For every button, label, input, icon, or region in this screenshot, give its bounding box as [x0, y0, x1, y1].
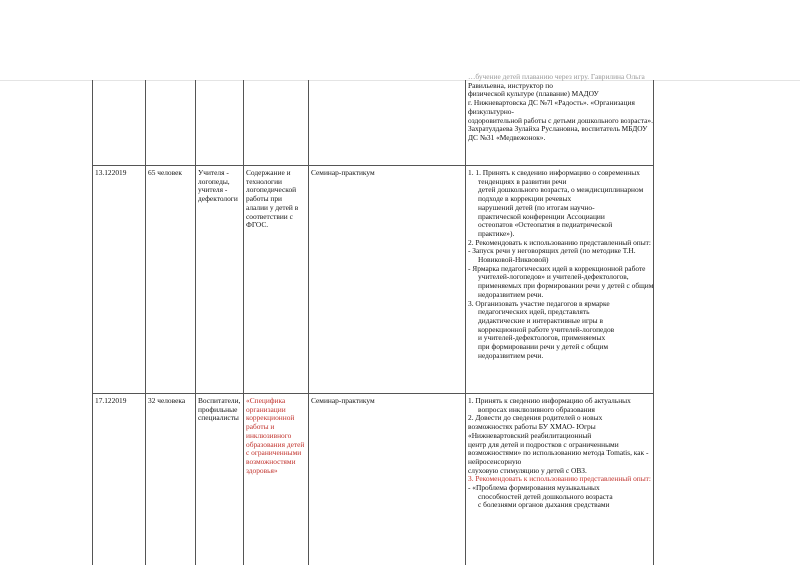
topic-line: алалии у детей в [246, 202, 299, 212]
results-line: физической культуре (плавание) МАДОУ [468, 89, 599, 99]
topic-line: организации [246, 404, 286, 414]
results-line: г. Нижневартовска ДС №7l «Радость». «Организация [468, 98, 635, 108]
topic-line: логопедической [246, 185, 297, 195]
results-cell-top [468, 73, 653, 143]
results-line: возможностями» по использованию метода Tomatis, как - [468, 448, 649, 458]
topic-line: здоровья» [246, 465, 278, 475]
results-line: и учителей-дефектологов, применяемых [478, 333, 606, 343]
results-line: практической конференции Ассоциации [478, 211, 605, 221]
results-line: вопросах инклюзивного образования [478, 404, 595, 414]
results-line: практике»). [478, 228, 515, 238]
topic-line: с ограниченными [246, 448, 302, 458]
results-line: с болезнями органов дыхания средствами [478, 500, 610, 510]
results-line: недоразвитием речи. [478, 350, 544, 360]
results-line: - «Проблема формирования музыкальных [468, 483, 600, 493]
column-divider [243, 80, 244, 565]
audience-line: профильные [198, 404, 238, 414]
row-divider [92, 165, 654, 166]
results-line: дидактические и интерактивные игры в [478, 315, 603, 325]
results-line: способностей детей дошкольного возраста [478, 491, 613, 501]
audience-line: Учителя - [198, 168, 229, 177]
topic-line: соответствии с [246, 211, 293, 221]
results-line: нейросенсорную [468, 456, 522, 466]
results-line: тенденциях в развитии речи [478, 176, 567, 186]
results-cell [468, 169, 653, 360]
topic-line: «Специфика [246, 396, 286, 405]
results-line: физкультурно- [468, 106, 514, 116]
results-line: «Нижневартовский реабилитационный [468, 430, 592, 440]
topic-line: инклюзивного [246, 430, 292, 440]
audience-line: учителя - [198, 185, 228, 195]
results-line: 2. Довести до сведения родителей о новых [468, 413, 603, 423]
column-divider [92, 80, 93, 565]
audience-line: дефектологи [198, 194, 238, 204]
audience-line: специалисты [198, 413, 239, 423]
topic-line: работы при [246, 194, 282, 204]
audience-cell [198, 397, 240, 423]
audience-line: логопеды, [198, 176, 230, 186]
results-line: Новиковой-Никвовой) [478, 255, 549, 265]
results-line: учителей-логопедов» и учителей-дефектологов, [478, 272, 629, 282]
results-line: - Ярмарка педагогических идей в коррекционной работе [468, 263, 646, 273]
results-line: остеопатов «Остеопатия в педиатрической [478, 220, 613, 230]
audience-cell [198, 169, 238, 204]
topic-line: Содержание и [246, 168, 291, 177]
topic-cell [246, 397, 304, 475]
topic-line: образования детей [246, 439, 305, 449]
results-line: применяемых при формировании речи у детей с общим [478, 281, 654, 291]
topic-line: технологии [246, 176, 282, 186]
results-line: при формировании речи у детей с общим [478, 342, 609, 352]
form-cell: Семинар-практикум [311, 396, 375, 405]
results-line: …бучение детей плаванию через игру. Гаврилина Ольга [468, 72, 645, 81]
column-divider [195, 80, 196, 565]
topic-line: коррекционной [246, 413, 295, 423]
column-divider [308, 80, 309, 565]
results-line: Захратулдаева Зулайха Руслановна, воспитатель МБДОУ [468, 124, 648, 134]
row-divider [92, 393, 654, 394]
results-line: 3. Рекомендовать к использованию представленный опыт: [468, 474, 651, 484]
date-cell: 17.122019 [95, 396, 127, 405]
results-line: возможностях работы БУ ХМАО- Югры [468, 422, 596, 432]
results-line: - Запуск речи у неговорящих детей (по методике Т.Н. [468, 246, 636, 256]
results-line: 1. Принять к сведению информацию об актуальных [468, 396, 631, 405]
results-line: оздоровительной работы с детьми дошкольного возраста». [468, 115, 653, 125]
topic-line: возможностями [246, 456, 296, 466]
results-line: подходе в коррекции речевых [478, 194, 572, 204]
results-line: недоразвитием речи. [478, 289, 544, 299]
date-cell: 13.122019 [95, 168, 127, 177]
page-edge-line [0, 80, 800, 81]
results-line: ДС №31 «Медвежонок». [468, 132, 546, 142]
topic-line: ФГОС. [246, 220, 269, 230]
participants-count: 32 человека [148, 396, 186, 405]
column-divider [145, 80, 146, 565]
results-line: 2. Рекомендовать к использованию представленный опыт: [468, 237, 651, 247]
results-line: 3. Организовать участие педагогов в ярмарке [468, 298, 610, 308]
results-line: Равильевна, инструктор по [468, 80, 553, 90]
audience-line: Воспитатели, [198, 396, 241, 405]
participants-count: 65 человек [148, 168, 182, 177]
results-line: центр для детей и подростков с ограниченными [468, 439, 619, 449]
results-line: детей дошкольного возраста, о междисциплинарном [478, 185, 644, 195]
results-line: коррекционной работе учителей-логопедов [478, 324, 615, 334]
form-cell: Семинар-практикум [311, 168, 375, 177]
topic-cell [246, 169, 298, 230]
results-line: педагогических идей, представлять [478, 307, 590, 317]
column-divider [465, 80, 466, 565]
topic-line: работы и [246, 422, 275, 432]
results-line: нарушений детей (по итогам научно- [478, 202, 595, 212]
results-cell [468, 397, 651, 510]
results-line: слуховую стимуляцию у детей с ОВЗ. [468, 465, 587, 475]
results-line: 1. 1. Принять к сведению информацию о современных [468, 168, 640, 177]
